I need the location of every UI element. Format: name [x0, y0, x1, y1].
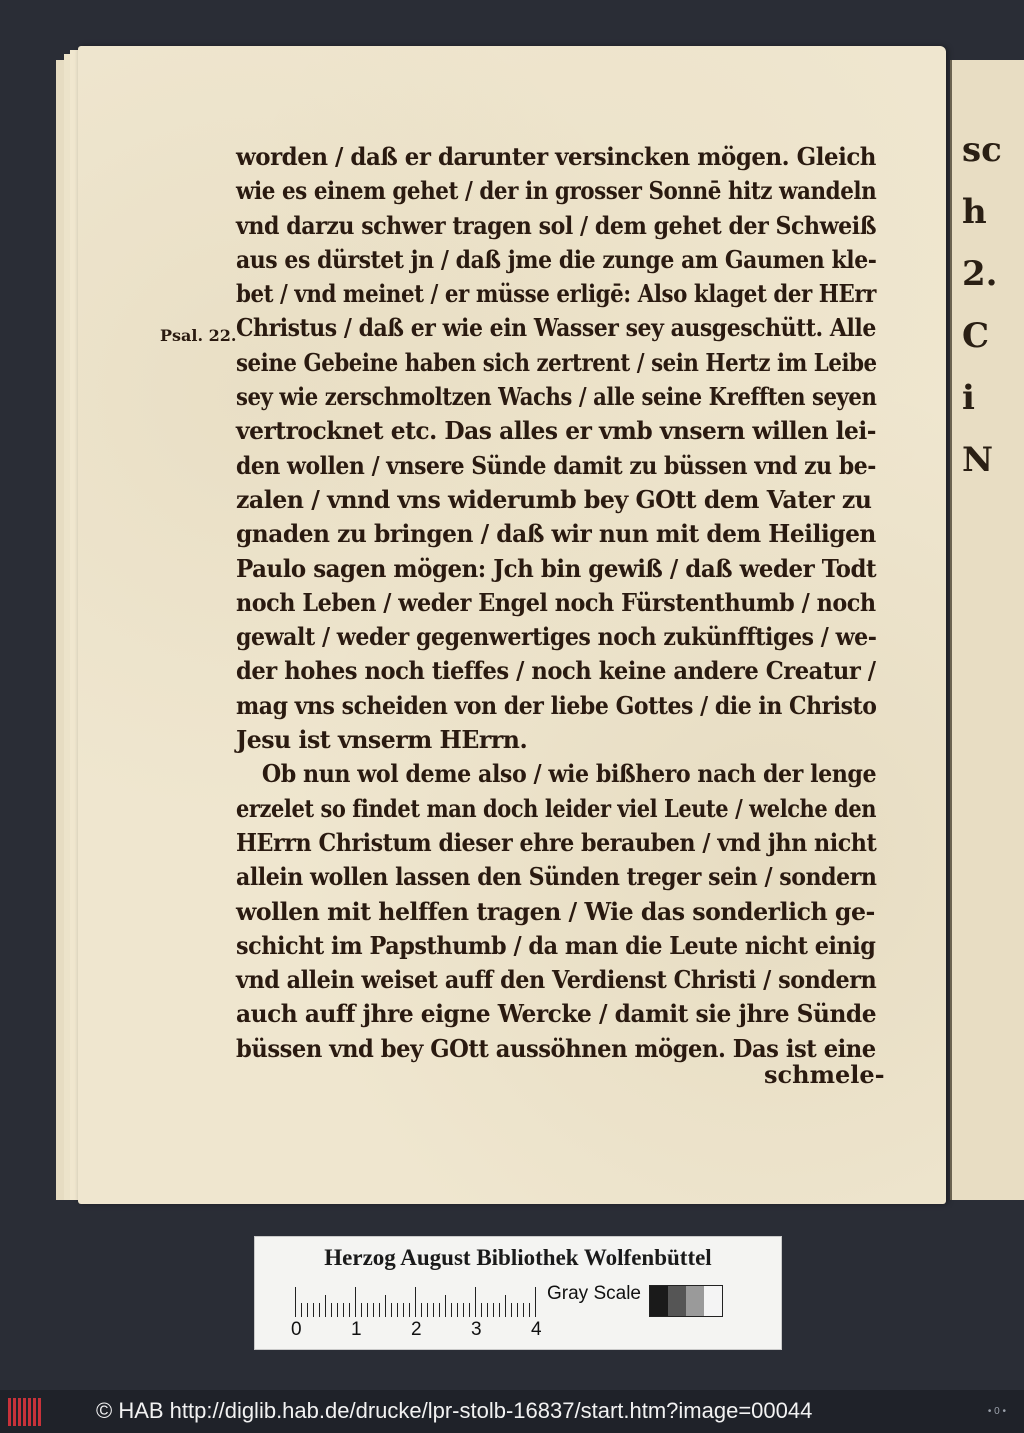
ruler-tick [481, 1303, 482, 1317]
text-line: auch auff jhre eigne Wercke / damit sie jhre Sünde [236, 999, 877, 1029]
ruler-tick [469, 1303, 470, 1317]
text-line: sey wie zerschmoltzen Wachs / alle seine Krefften seyen [236, 382, 877, 412]
text-line: mag vns scheiden von der liebe Gottes / die in Christo [236, 690, 877, 720]
ruler-tick [439, 1303, 440, 1317]
text-line: der hohes noch tieffes / noch keine andere Creatur / [236, 656, 876, 686]
text-line: vnd darzu schwer tragen sol / dem gehet der Schweiß [236, 210, 877, 240]
ruler-tick [361, 1303, 362, 1317]
text-line: aus es dürstet jn / daß jme die zunge am Gaumen kle- [236, 244, 877, 274]
ruler-number: 4 [531, 1319, 542, 1340]
footer-bar [0, 1390, 1024, 1433]
ruler-tick [463, 1303, 464, 1317]
ruler-tick [403, 1303, 404, 1317]
ruler-tick [445, 1295, 446, 1317]
ruler-tick [517, 1303, 518, 1317]
ruler-tick [421, 1303, 422, 1317]
facing-page-fragment: h [962, 192, 987, 232]
ruler-tick [391, 1303, 392, 1317]
text-line: gewalt / weder gegenwertiges noch zukünfftiges / we- [236, 622, 877, 652]
ruler-tick [301, 1303, 302, 1317]
gray-swatch [650, 1286, 668, 1316]
ruler-tick [343, 1303, 344, 1317]
text-line: vnd allein weiset auff den Verdienst Christi / sondern [236, 965, 877, 995]
ruler-tick [499, 1303, 500, 1317]
gray-swatch [686, 1286, 704, 1316]
gray-scale-label: Gray Scale [547, 1283, 641, 1304]
ruler-tick [451, 1303, 452, 1317]
ruler-tick [385, 1295, 386, 1317]
ruler-tick [511, 1303, 512, 1317]
ruler-tick [313, 1303, 314, 1317]
text-line: zalen / vnnd vns widerumb bey GOtt dem Vater zu [236, 484, 872, 514]
text-line: Christus / daß er wie ein Wasser sey ausgeschütt. Alle [236, 313, 876, 343]
text-line: seine Gebeine haben sich zertrent / sein Hertz im Leibe [236, 347, 877, 377]
text-line: HErrn Christum dieser ehre berauben / vnd jhn nicht [236, 827, 877, 857]
ruler-tick [487, 1303, 488, 1317]
text-line: erzelet so findet man doch leider viel Leute / welche den [236, 793, 877, 823]
text-line: wollen mit helffen tragen / Wie das sonderlich ge- [236, 896, 875, 926]
text-line: allein wollen lassen den Sünden treger sein / sondern [236, 862, 877, 892]
ruler-tick [337, 1303, 338, 1317]
ruler-tick [295, 1287, 296, 1317]
gray-scale-swatches [649, 1285, 723, 1317]
scale-ruler-card [254, 1236, 782, 1350]
text-line: schicht im Papsthumb / da man die Leute nicht einig [236, 930, 876, 960]
text-line: Paulo sagen mögen: Jch bin gewiß / daß weder Todt [236, 553, 877, 583]
ruler-number: 2 [411, 1319, 422, 1340]
ruler-tick [457, 1303, 458, 1317]
facing-page-fragment: sc [962, 130, 1002, 170]
ruler-tick [523, 1303, 524, 1317]
text-line: vertrocknet etc. Das alles er vmb vnsern willen lei- [236, 416, 877, 446]
margin-note: Psal. 22. [160, 326, 237, 345]
ruler-tick [415, 1287, 416, 1317]
facing-page-fragment: N [962, 440, 994, 480]
facing-page-fragment: i [962, 378, 975, 418]
text-line: den wollen / vnsere Sünde damit zu büssen vnd zu be- [236, 450, 876, 480]
ruler-tick [505, 1295, 506, 1317]
ruler-tick [475, 1287, 476, 1317]
facing-page-fragment: C [962, 316, 990, 356]
ruler-number: 1 [351, 1319, 362, 1340]
text-line: noch Leben / weder Engel noch Fürstenthumb / noch [236, 587, 876, 617]
ruler-tick [397, 1303, 398, 1317]
ruler-tick [307, 1303, 308, 1317]
centimeter-scale [295, 1287, 535, 1317]
ruler-tick [535, 1287, 536, 1317]
ruler-tick [373, 1303, 374, 1317]
ruler-tick [427, 1303, 428, 1317]
catchword: schmele- [764, 1060, 885, 1089]
ruler-tick [379, 1303, 380, 1317]
library-name: Herzog August Bibliothek Wolfenbüttel [324, 1245, 712, 1270]
text-line: worden / daß er darunter versincken mögen. Gleich [236, 142, 876, 171]
ruler-tick [355, 1287, 356, 1317]
ruler-tick [529, 1303, 530, 1317]
ruler-number: 3 [471, 1319, 482, 1340]
ruler-tick [367, 1303, 368, 1317]
hab-logo-icon [8, 1398, 46, 1426]
facing-page-fragment: 2. [962, 254, 998, 294]
page-text [236, 140, 886, 1066]
text-line: wie es einem gehet / der in grosser Sonnē hitz wandeln [236, 176, 877, 206]
copyright-url[interactable]: © HAB http://diglib.hab.de/drucke/lpr-stolb-16837/start.htm?image=00044 [96, 1398, 813, 1423]
ruler-tick [409, 1303, 410, 1317]
facing-page-edge [950, 60, 1024, 1200]
text-line: gnaden zu bringen / daß wir nun mit dem Heiligen [236, 519, 876, 549]
ruler-tick [433, 1303, 434, 1317]
text-line: Ob nun wol deme also / wie bißhero nach der lenge [261, 759, 877, 789]
text-line: Jesu ist vnserm HErrn. [236, 725, 528, 755]
ruler-number: 0 [291, 1319, 302, 1340]
gray-swatch [704, 1286, 722, 1316]
gray-swatch [668, 1286, 686, 1316]
ruler-tick [325, 1295, 326, 1317]
text-line: bet / vnd meinet / er müsse erligē: Also klaget der HErr [236, 279, 876, 309]
footer-mark: • 0 • [987, 1406, 1006, 1417]
ruler-tick [493, 1303, 494, 1317]
text-line: büssen vnd bey GOtt aussöhnen mögen. Das ist eine [236, 1033, 876, 1063]
ruler-tick [331, 1303, 332, 1317]
ruler-tick [349, 1303, 350, 1317]
ruler-tick [319, 1303, 320, 1317]
